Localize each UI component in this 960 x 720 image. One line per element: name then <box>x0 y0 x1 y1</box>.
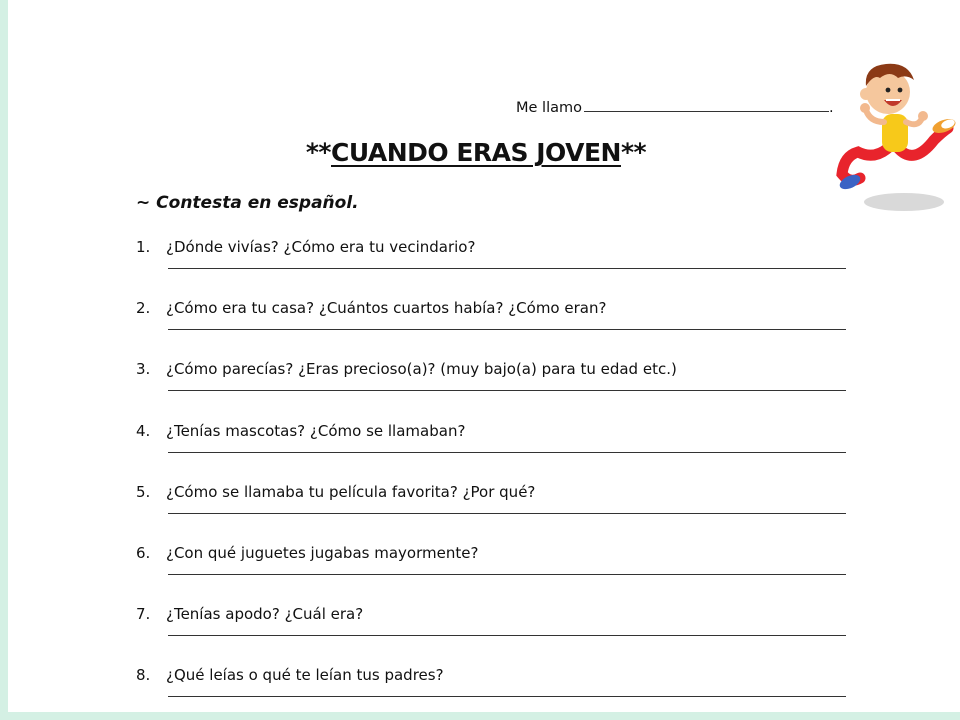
answer-line[interactable] <box>168 390 846 391</box>
answer-line[interactable] <box>168 635 846 636</box>
name-suffix: . <box>828 100 834 116</box>
question-text: ¿Tenías mascotas? ¿Cómo se llamaban? <box>166 422 466 440</box>
running-kid-illustration <box>830 56 960 216</box>
name-blank-line[interactable] <box>584 98 829 112</box>
title-suffix: ** <box>620 138 647 167</box>
question-number: 5. <box>136 483 151 501</box>
worksheet-page <box>8 0 960 712</box>
question-text: ¿Qué leías o qué te leían tus padres? <box>166 666 444 684</box>
question-text: ¿Cómo parecías? ¿Eras precioso(a)? (muy bajo(a) para tu edad etc.) <box>166 360 677 378</box>
answer-line[interactable] <box>168 696 846 697</box>
question-number: 4. <box>136 422 151 440</box>
answer-line[interactable] <box>168 268 846 269</box>
question-text: ¿Tenías apodo? ¿Cuál era? <box>166 605 364 623</box>
question-item <box>136 360 848 404</box>
instruction-text: ~ Contesta en español. <box>136 193 359 213</box>
question-item <box>136 544 848 588</box>
question-text: ¿Cómo era tu casa? ¿Cuántos cuartos había? ¿Cómo eran? <box>166 299 607 317</box>
question-item <box>136 238 848 282</box>
question-number: 6. <box>136 544 151 562</box>
worksheet-title <box>8 138 956 167</box>
answer-line[interactable] <box>168 513 846 514</box>
question-number: 3. <box>136 360 151 378</box>
name-label: Me llamo <box>516 100 582 116</box>
question-number: 1. <box>136 238 151 256</box>
question-text: ¿Con qué juguetes jugabas mayormente? <box>166 544 479 562</box>
question-item <box>136 483 848 527</box>
question-text: ¿Dónde vivías? ¿Cómo era tu vecindario? <box>166 238 476 256</box>
title-prefix: ** <box>305 138 331 167</box>
question-item <box>136 605 848 649</box>
answer-line[interactable] <box>168 329 846 330</box>
answer-line[interactable] <box>168 574 846 575</box>
question-text: ¿Cómo se llamaba tu película favorita? ¿Por qué? <box>166 483 536 501</box>
question-number: 7. <box>136 605 151 623</box>
name-row <box>516 98 834 116</box>
question-number: 2. <box>136 299 151 317</box>
question-item <box>136 422 848 466</box>
question-item <box>136 666 848 710</box>
answer-line[interactable] <box>168 452 846 453</box>
title-text: CUANDO ERAS JOVEN <box>331 138 621 167</box>
question-item <box>136 299 848 343</box>
question-number: 8. <box>136 666 151 684</box>
